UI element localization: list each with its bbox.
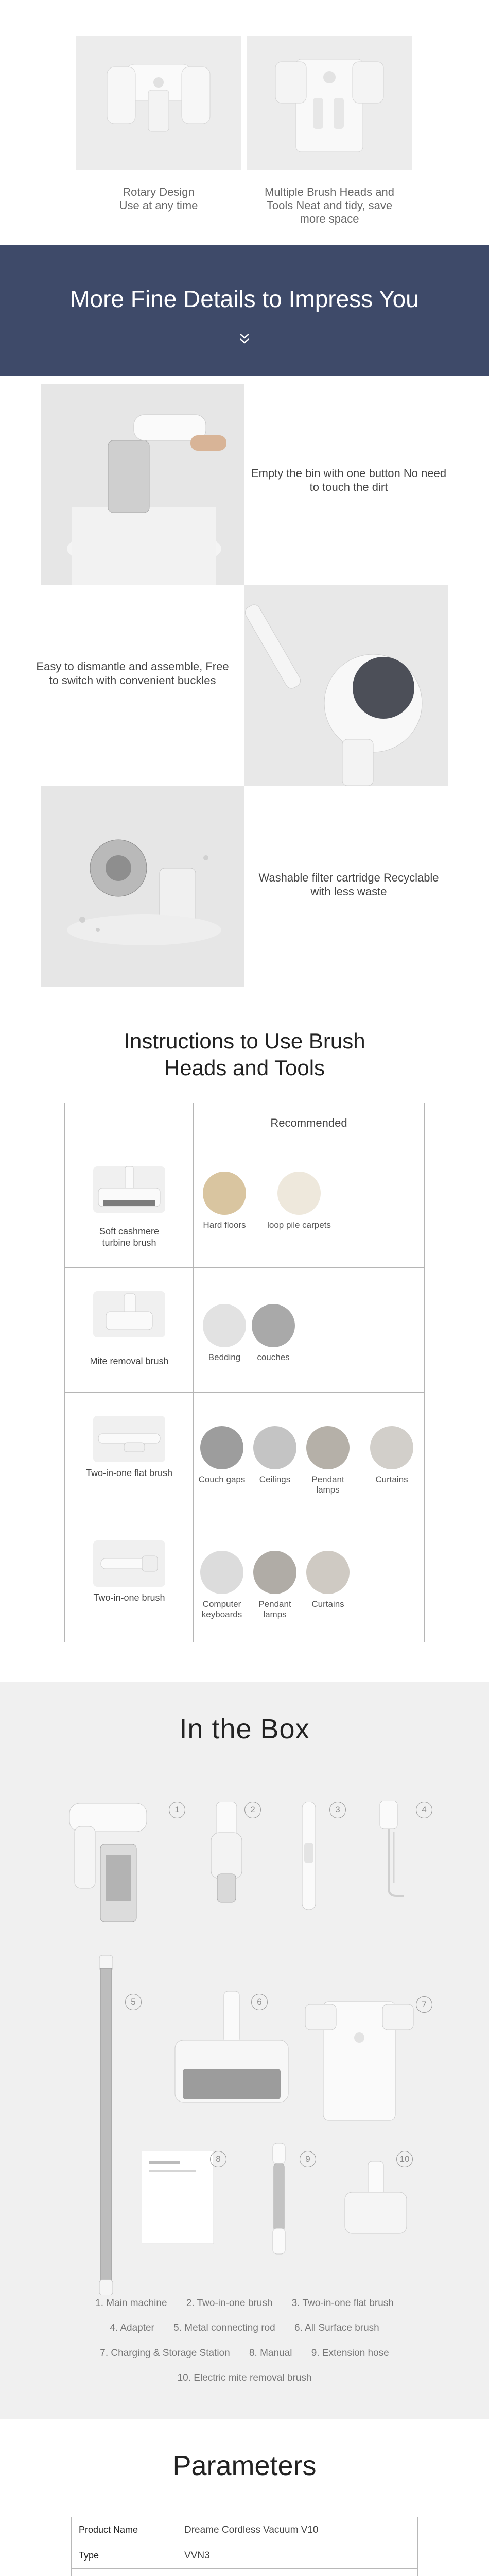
surfaces-cell — [194, 1393, 424, 1517]
legend-item: 7. Charging & Storage Station — [100, 2348, 230, 2359]
surface-item — [302, 1426, 354, 1495]
manual-image — [142, 2151, 214, 2246]
couch-gap-swatch — [200, 1426, 243, 1469]
dismantle-image — [244, 585, 448, 786]
two-in-one-brush-image — [93, 1540, 165, 1587]
rotary-design-image — [76, 36, 241, 170]
surface-label: Pendant lamps — [258, 1599, 291, 1619]
surfaces-cell — [194, 1517, 424, 1642]
legend-item: 8. Manual — [249, 2348, 292, 2359]
item-number: 3 — [329, 1802, 346, 1818]
tool-cell — [65, 1517, 194, 1642]
param-key: Type — [72, 2543, 177, 2569]
parameters-title: Parameters — [172, 2450, 317, 2481]
table-row — [72, 2517, 418, 2543]
table-row — [65, 1143, 424, 1268]
surface-item — [199, 1304, 250, 1363]
table-header — [65, 1103, 424, 1143]
dismantle-text: Easy to dismantle and assemble, Free to switch with convenient buckles — [36, 660, 229, 687]
header-recommended: Recommended — [270, 1116, 347, 1129]
surfaces-cell — [194, 1143, 424, 1267]
surface-label: Couch gaps — [198, 1475, 246, 1484]
banner-title: More Fine Details to Impress You — [70, 285, 419, 312]
legend-item: 2. Two-in-one brush — [186, 2298, 273, 2309]
surface-label: Pendant lamps — [311, 1475, 344, 1495]
legend-row — [0, 2323, 489, 2334]
tool-cell — [65, 1393, 194, 1517]
table-row — [72, 2569, 418, 2576]
param-value: Dreame Cordless Vacuum V10 — [177, 2517, 418, 2543]
legend-item: 4. Adapter — [110, 2323, 154, 2333]
item-number: 1 — [169, 1802, 185, 1818]
surface-label: loop pile carpets — [267, 1220, 331, 1230]
legend-item: 3. Two-in-one flat brush — [291, 2298, 394, 2309]
item-number: 8 — [210, 2151, 226, 2167]
surface-label: Curtains — [311, 1599, 344, 1609]
surface-label: Ceilings — [259, 1475, 291, 1484]
header-empty-cell — [65, 1103, 194, 1143]
table-row — [65, 1268, 424, 1393]
parameters-table — [71, 2517, 418, 2576]
detail-row-filter — [0, 786, 489, 987]
detail-row-dismantle — [0, 585, 489, 786]
flat-brush-image — [93, 1416, 165, 1462]
param-key: Product Name — [72, 2517, 177, 2543]
extension-hose-image — [264, 2143, 294, 2259]
pendant-lamp-swatch — [253, 1551, 296, 1594]
mite-brush-image — [93, 1291, 165, 1337]
parameters-section — [0, 2419, 489, 2576]
tool-cell — [65, 1143, 194, 1267]
surface-item — [196, 1426, 248, 1485]
charging-station-image — [303, 1996, 416, 2128]
legend-item: 6. All Surface brush — [294, 2323, 379, 2333]
carpet-swatch — [277, 1172, 321, 1215]
tool-cell — [65, 1268, 194, 1392]
legend-row — [0, 2348, 489, 2359]
legend-item: 1. Main machine — [95, 2298, 167, 2309]
item-number: 7 — [416, 1996, 432, 2013]
surface-label: Hard floors — [203, 1220, 246, 1230]
tool-name: Soft cashmere turbine brush — [99, 1226, 160, 1248]
pendant-lamp-swatch — [306, 1426, 350, 1469]
double-chevron-down-icon — [237, 331, 252, 347]
tool-name: Two-in-one flat brush — [85, 1468, 173, 1478]
surface-label: couches — [257, 1352, 290, 1362]
item-number: 6 — [251, 1994, 268, 2010]
table-row — [72, 2543, 418, 2569]
metal-rod-image — [90, 1955, 121, 2298]
empty-bin-text: Empty the bin with one button No need to touch the dirt — [251, 467, 447, 494]
table-row — [65, 1393, 424, 1517]
surfaces-cell — [194, 1268, 424, 1392]
item-number: 2 — [244, 1802, 261, 1818]
ceiling-swatch — [253, 1426, 296, 1469]
details-banner — [0, 245, 489, 376]
surface-item — [196, 1551, 248, 1620]
rotary-design-caption: Rotary Design Use at any time — [119, 185, 198, 212]
in-the-box-title: In the Box — [179, 1714, 310, 1744]
surface-item — [199, 1172, 250, 1230]
instructions-section — [0, 992, 489, 1682]
item-number: 10 — [396, 2151, 413, 2167]
legend-item: 10. Electric mite removal brush — [177, 2372, 312, 2383]
surface-label: Computer keyboards — [201, 1599, 242, 1619]
all-surface-brush-image — [165, 1991, 299, 2128]
keyboard-swatch — [200, 1551, 243, 1594]
surface-item — [302, 1551, 354, 1609]
legend-row — [0, 2372, 489, 2384]
surface-item — [248, 1304, 299, 1363]
bedding-swatch — [203, 1304, 246, 1347]
tool-name: Two-in-one brush — [93, 1592, 165, 1603]
filter-text: Washable filter cartridge Recyclable with less waste — [258, 871, 439, 898]
param-value: VVN3 — [177, 2543, 418, 2569]
legend-item: 5. Metal connecting rod — [173, 2323, 275, 2333]
in-the-box-section — [0, 1682, 489, 2419]
curtain-swatch — [370, 1426, 413, 1469]
item-number: 9 — [300, 2151, 316, 2167]
hard-floor-swatch — [203, 1172, 246, 1215]
features-top-section — [0, 0, 489, 245]
brush-heads-caption: Multiple Brush Heads and Tools Neat and tidy, save more space — [265, 185, 394, 225]
legend-row — [0, 2298, 489, 2309]
curtain-swatch — [306, 1551, 350, 1594]
adapter-image — [371, 1801, 412, 1901]
surface-item — [249, 1551, 301, 1620]
turbine-brush-image — [93, 1166, 165, 1213]
flat-brush-image — [296, 1802, 322, 1912]
tool-name: Mite removal brush — [90, 1356, 169, 1366]
surface-item — [260, 1172, 338, 1230]
couch-swatch — [252, 1304, 295, 1347]
item-number: 5 — [125, 1994, 142, 2010]
empty-bin-image — [41, 384, 244, 585]
surface-label: Bedding — [208, 1352, 241, 1362]
surface-item — [249, 1426, 301, 1485]
brush-heads-station-image — [247, 36, 412, 170]
details-section — [0, 376, 489, 992]
param-key — [72, 2569, 177, 2576]
instructions-title: Instructions to Use Brush Heads and Tools — [124, 1029, 365, 1080]
surface-label: Curtains — [375, 1475, 408, 1484]
legend-item: 9. Extension hose — [311, 2348, 389, 2359]
surface-item — [366, 1426, 417, 1485]
main-machine-image — [64, 1798, 162, 1935]
instructions-table — [64, 1103, 425, 1642]
param-value — [177, 2569, 418, 2576]
item-number: 4 — [416, 1802, 432, 1818]
table-row — [65, 1517, 424, 1642]
two-in-one-brush-image — [206, 1802, 247, 1907]
mite-removal-brush-image — [340, 2161, 412, 2241]
filter-image — [41, 786, 244, 987]
detail-row-empty-bin — [0, 384, 489, 585]
